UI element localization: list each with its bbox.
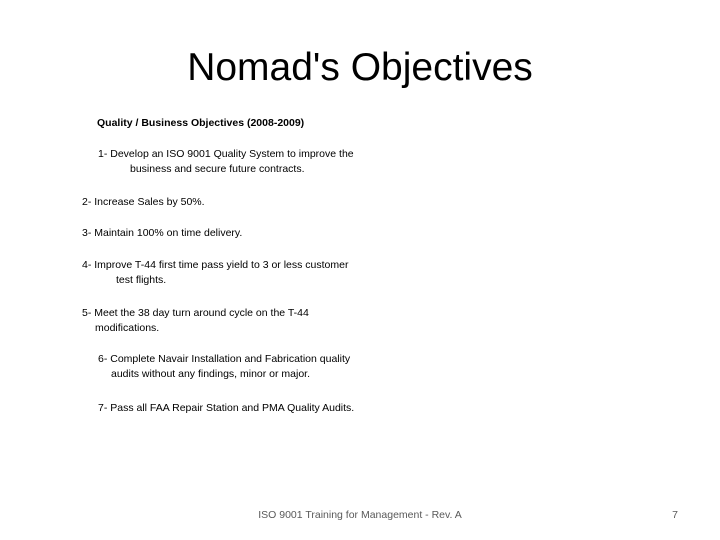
objective-4-line-2: test flights. (116, 274, 167, 286)
objective-item-6 (98, 352, 350, 382)
objective-1-line-2: business and secure future contracts. (130, 163, 305, 175)
objective-1-line-1: 1- Develop an ISO 9001 Quality System to improve the (98, 148, 354, 160)
objective-6-line-1: 6- Complete Navair Installation and Fabrication quality (98, 353, 351, 365)
objective-3-line-1: 3- Maintain 100% on time delivery. (82, 227, 243, 239)
objective-item-2 (82, 195, 205, 210)
page-number: 7 (672, 509, 678, 521)
objectives-subheading: Quality / Business Objectives (2008-2009) (97, 117, 305, 129)
objective-5-line-2: modifications. (95, 322, 160, 334)
footer-text: ISO 9001 Training for Management - Rev. A (258, 509, 462, 521)
objective-item-5 (82, 306, 309, 336)
objective-6-line-2: audits without any findings, minor or major. (111, 368, 311, 380)
objective-5-line-1: 5- Meet the 38 day turn around cycle on the T-44 (82, 307, 309, 319)
objective-item-1 (98, 147, 354, 177)
objective-item-3 (82, 226, 242, 241)
objective-7-line-1: 7- Pass all FAA Repair Station and PMA Quality Audits. (98, 402, 355, 414)
objective-item-7 (98, 401, 354, 416)
slide-title: Nomad's Objectives (187, 46, 533, 89)
objective-4-line-1: 4- Improve T-44 first time pass yield to 3 or less customer (82, 259, 349, 271)
objective-2-line-1: 2- Increase Sales by 50%. (82, 196, 205, 208)
objective-item-4 (82, 258, 348, 288)
